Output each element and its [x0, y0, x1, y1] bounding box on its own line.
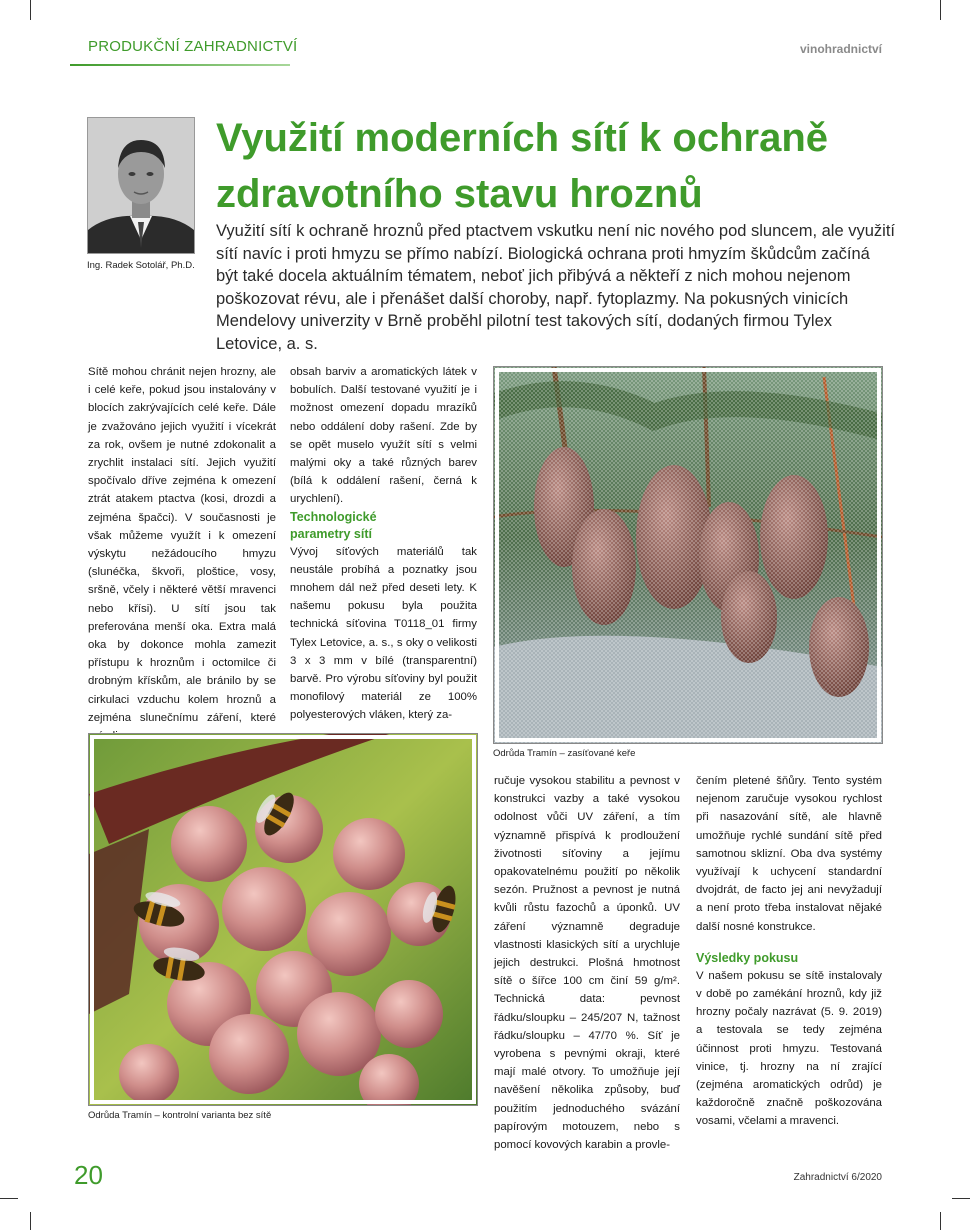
paragraph: V našem pokusu se sítě instalovaly v době po zamékání hroznů, kdy již hrozny počaly nazrávat (5. 9. 2019) a testovala se tedy zejména účinnost proti hmyzu. Testovaná vinice, tj. hrozny na ní zrající (zejména aromatických odrůd) je každoročně značně poškozována vosami, včelami a mravenci.: [696, 969, 882, 1128]
page-number: 20: [74, 1160, 103, 1190]
subheading-results: Výsledky pokusu: [696, 950, 799, 965]
column-3: [494, 772, 680, 1154]
author-portrait: [87, 117, 195, 254]
crop-mark: [30, 0, 31, 20]
column-4: [696, 772, 882, 1131]
crop-mark: [0, 1198, 18, 1199]
category-label: vinohradnictví: [799, 42, 882, 56]
photo-netted-vines: [493, 366, 883, 744]
column-1: [88, 363, 276, 745]
title-line-2: zdravotního stavu hroznů: [216, 172, 703, 216]
author-caption: Ing. Radek Sotolář, Ph.D.: [87, 260, 195, 271]
column-2: [290, 363, 477, 725]
paragraph: Sítě mohou chránit nejen hrozny, ale i celé keře, pokud jsou instalovány v blocích zakrývajících celé keře. Dále je zvažováno jejich využití i vícekrát za rok, ovšem je nutné zdokonalit a zrychlit instalaci sítí. Jejich využití spočívalo dříve zejména k omezení ztrát atakem ptactva (kosi, drozdi a zejména špačci). V současnosti je však můžeme využít i k omezení výskytu nežádoucího hmyzu (slunéčka, škvoři, ploštice, vosy, sršně, včely i některé větší mravenci nebo křísi). U sítí jsou tak preferována menší oka. Extra malá oka by dokonce mohla zamezit přístupu k hroznům i octomilce či drobným křískům, ale bránilo by se cirkulaci vzduchu kolem hroznů a zejména slunečnímu záření, které: [88, 366, 276, 724]
crop-mark: [940, 1212, 941, 1230]
paragraph: ručuje vysokou stabilitu a pevnost v konstrukci vazby a také vysokou odolnost vůči UV záření, a tím významně přispívá k prodloužení životnosti síťoviny a jejímu opakovatelnému použití po několik sezón. Pružnost a pevnost je nutná kvůli růstu fazochů a úponků. UV záření významně degraduje vlastnosti klasických sítí a urychluje jejich destrukci. Plošná hmotnost sítě o šířce 100 cm činí 59 g/m². Technická data: pevnost řádku/sloupku – 245/207 N, tažnost řádku/sloupku – 47/70 %. Síť je vyrobena s pevnými okraji, které mají malé otvory. To umožňuje její navěšení několika způsoby, buď použitím jednoduchého svázání papírovým motouzem, nebo s pomocí kovových karabin a provle-: [494, 775, 680, 1152]
photo-caption-control: Odrůda Tramín – kontrolní varianta bez sítě: [88, 1110, 272, 1121]
photo-caption-netted: Odrůda Tramín – zasíťované keře: [493, 748, 636, 759]
paragraph: Vývoj síťových materiálů tak neustále probíhá a poznatky jsou mnohem dál než před deseti lety. K našemu pokusu byla použita technická síťovina T0118_01 firmy Tylex Letovice, a. s., s oky o velikosti 3 x 3 mm v bílé (transparentní) barvě. Pro výrobu síťoviny byl použit monofilový materiál ze 100% polyesterových vláken, který za-: [290, 545, 477, 722]
paragraph: obsah barviv a aromatických látek v bobulích. Další testované využití je i možnost omezení dopadu mrazíků nebo oddálení doby rašení. Zde by se opět muselo využít sítí s velmi malými oky a také různých barev (bílá k oddálení rašení, černá k urychlení).: [290, 366, 477, 506]
magazine-issue: Zahradnictví 6/2020: [793, 1172, 882, 1183]
section-label: PRODUKČNÍ ZAHRADNICTVÍ: [88, 38, 298, 55]
title-line-1: Využití moderních sítí k ochraně: [216, 116, 828, 160]
crop-mark: [30, 1212, 31, 1230]
section-rule: [70, 64, 290, 66]
subheading-technical: Technologické parametry sítí: [290, 509, 377, 541]
paragraph: čením pletené šňůry. Tento systém nejenom zaručuje vysokou rychlost při nasazování sítě, ale hlavně umožňuje rychlé sundání sítě před samotnou sklizní. Oba dva systémy využívají k uchycení standardní dvojdrát, de facto jej ani nevyžadují a není proto třeba instalovat nějaké další nosné konstrukce.: [696, 775, 882, 933]
article-lead: Využití sítí k ochraně hroznů před ptactvem vskutku není nic nového pod sluncem, ale využití sítí navíc i proti hmyzu se přímo nabízí. Biologická ochrana proti hmyzím škůdcům začíná být také docela aktuálním tématem, neboť jich přibývá a někteří z nich mohou nejenom poškozovat révu, ale i přenášet další choroby, např. fytoplazmy. Na pokusných vinicích Mendelovy univerzity v Brně proběhl pilotní test takových sítí, dodaných firmou Tylex Letovice, a. s.: [216, 222, 895, 353]
crop-mark: [940, 0, 941, 20]
article-title: [216, 110, 906, 222]
photo-control-grapes: [88, 733, 478, 1106]
crop-mark: [952, 1198, 970, 1199]
